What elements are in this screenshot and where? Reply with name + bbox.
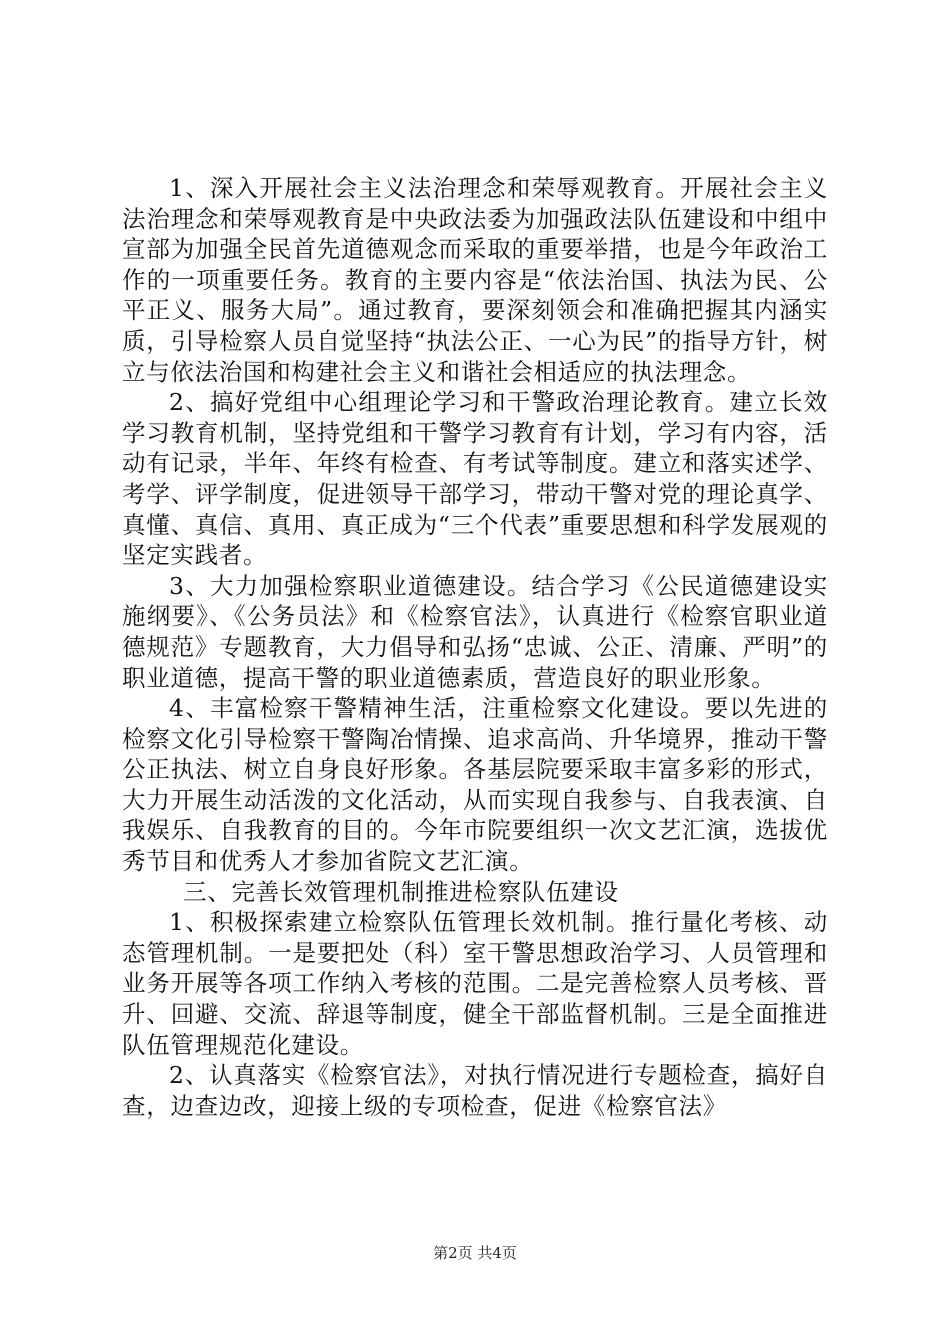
section-paragraph-1: 1、积极探索建立检察队伍管理长效机制。推行量化考核、动态管理机制。一是要把处（科）室干警思想政治学习、人员管理和业务开展等各项工作纳入考核的范围。二是完善检察人员考核、晋升、回避、交流、辞退等制度，健全干部监督机制。三是全面推进队伍管理规范化建设。 <box>122 908 828 1059</box>
section-paragraph-2: 2、认真落实《检察官法》，对执行情况进行专题检查，搞好自查，边查边改，迎接上级的专项检查，促进《检察官法》 <box>122 1061 828 1120</box>
page-number-footer: 第2页 共4页 <box>433 1244 517 1262</box>
paragraph-1: 1、深入开展社会主义法治理念和荣辱观教育。开展社会主义法治理念和荣辱观教育是中央政法委为加强政法队伍建设和中组中宣部为加强全民首先道德观念而采取的重要举措，也是今年政治工作的一项重要任务。教育的主要内容是“依法治国、执法为民、公平正义、服务大局”。通过教育，要深刻领会和准确把握其内涵实质，引导检察人员自觉坚持“执法公正、一心为民”的指导方针，树立与依法治国和构建社会主义和谐社会相适应的执法理念。 <box>122 174 828 386</box>
paragraph-2: 2、搞好党组中心组理论学习和干警政治理论教育。建立长效学习教育机制，坚持党组和干警学习教育有计划，学习有内容，活动有记录，半年、年终有检查、有考试等制度。建立和落实述学、考学、评学制度，促进领导干部学习，带动干警对党的理论真学、真懂、真信、真用、真正成为“三个代表”重要思想和科学发展观的坚定实践者。 <box>122 388 828 570</box>
paragraph-4: 4、丰富检察干警精神生活，注重检察文化建设。要以先进的检察文化引导检察干警陶冶情操、追求高尚、升华境界，推动干警公正执法、树立自身良好形象。各基层院要采取丰富多彩的形式，大力开展生动活泼的文化活动，从而实现自我参与、自我表演、自我娱乐、自我教育的目的。今年市院要组织一次文艺汇演，选拔优秀节目和优秀人才参加省院文艺汇演。 <box>122 694 828 876</box>
section-heading: 三、完善长效管理机制推进检察队伍建设 <box>183 877 619 906</box>
paragraph-3: 3、大力加强检察职业道德建设。结合学习《公民道德建设实施纲要》、《公务员法》和《检察官法》，认真进行《检察官职业道德规范》专题教育，大力倡导和弘扬“忠诚、公正、清廉、严明”的职业道德，提高干警的职业道德素质，营造良好的职业形象。 <box>122 571 828 692</box>
document-body <box>122 173 828 1121</box>
